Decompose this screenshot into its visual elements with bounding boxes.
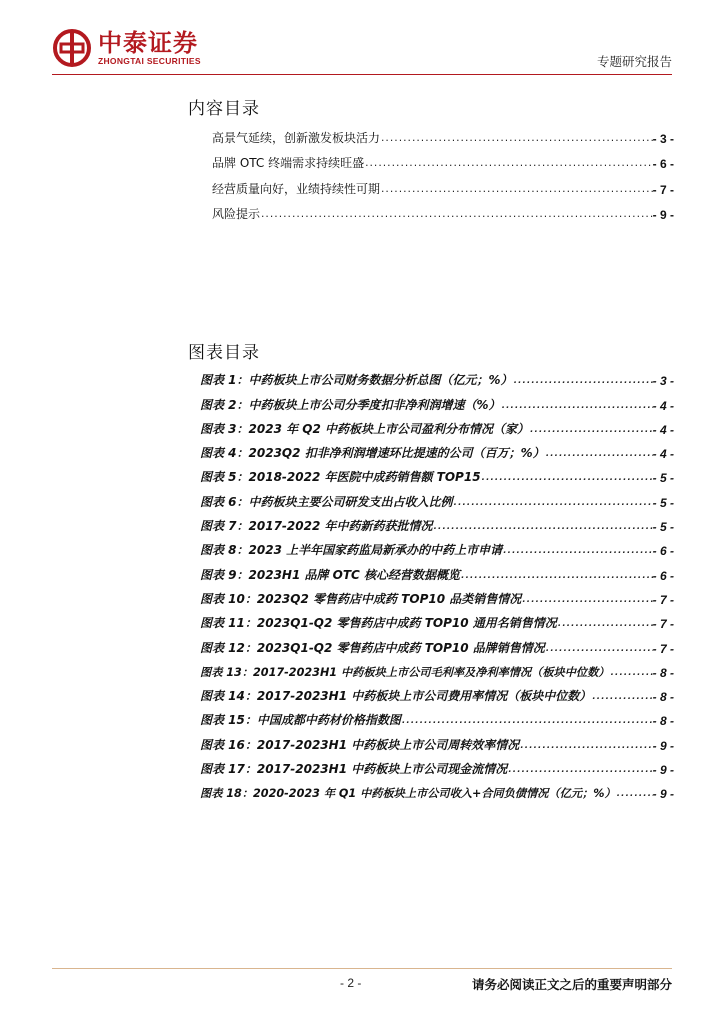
- figure-toc-page: - 7 -: [652, 617, 674, 632]
- toc-item-title: 高景气延续，创新激发板块活力: [212, 130, 381, 145]
- figures-list: [200, 364, 674, 801]
- page-number: - 2 -: [340, 976, 362, 990]
- figure-toc-title: 图表 7：2017-2022 年中药新药获批情况: [200, 519, 433, 534]
- contents-list: [212, 120, 674, 222]
- figure-toc-title: 图表 14：2017-2023H1 中药板块上市公司费用率情况（板块中位数）: [200, 689, 592, 704]
- zhongtai-logo-icon: [52, 28, 92, 68]
- figure-toc-page: - 4 -: [652, 422, 674, 437]
- figure-toc-page: - 9 -: [652, 787, 674, 802]
- company-logo: [52, 28, 201, 68]
- dot-leader: [432, 520, 652, 534]
- figure-toc-page: - 6 -: [652, 544, 674, 559]
- figure-toc-title: 图表 5：2018-2022 年医院中成药销售额 TOP15: [200, 470, 481, 485]
- figure-toc-title: 图表 16：2017-2023H1 中药板块上市公司周转效率情况: [200, 737, 520, 752]
- dot-leader: [481, 471, 653, 485]
- figure-toc-title: 图表 9：2023H1 品牌 OTC 核心经营数据概览: [200, 567, 461, 582]
- dot-leader: [453, 496, 653, 510]
- dot-leader: [502, 544, 653, 558]
- dot-leader: [529, 423, 653, 437]
- figure-toc-title: 图表 2：中药板块上市公司分季度扣非净利润增速（%）: [200, 397, 501, 412]
- dot-leader: [364, 157, 653, 171]
- figure-toc-item[interactable]: [200, 583, 674, 607]
- dot-leader: [507, 763, 652, 777]
- toc-item-page: - 7 -: [652, 182, 674, 197]
- figure-toc-item[interactable]: [200, 680, 674, 704]
- figure-toc-page: - 5 -: [652, 471, 674, 486]
- figure-toc-item[interactable]: [200, 437, 674, 461]
- toc-item[interactable]: [212, 146, 674, 172]
- figure-toc-page: - 8 -: [652, 690, 674, 705]
- dot-leader: [501, 399, 653, 413]
- figures-title: 图表目录: [188, 343, 260, 363]
- dot-leader: [545, 642, 653, 656]
- figure-toc-item[interactable]: [200, 656, 674, 680]
- figure-toc-item[interactable]: [200, 728, 674, 752]
- toc-item-title: 风险提示: [212, 207, 261, 221]
- toc-item[interactable]: [212, 197, 674, 223]
- dot-leader: [616, 787, 653, 801]
- dot-leader: [521, 593, 652, 607]
- figure-toc-title: 图表 18：2020-2023 年 Q1 中药板块上市公司收入+合同负债情况（亿元；%）: [200, 787, 616, 801]
- figure-toc-item[interactable]: [200, 753, 674, 777]
- figure-toc-page: - 8 -: [652, 665, 674, 680]
- dot-leader: [401, 714, 653, 728]
- figure-toc-page: - 5 -: [652, 495, 674, 510]
- figure-toc-item[interactable]: [200, 558, 674, 582]
- footer-divider: [52, 968, 672, 969]
- figure-toc-page: - 9 -: [652, 738, 674, 753]
- figure-toc-page: - 9 -: [652, 763, 674, 778]
- toc-item-page: - 9 -: [652, 208, 674, 222]
- figure-toc-page: - 5 -: [652, 520, 674, 535]
- dot-leader: [610, 666, 653, 680]
- figure-toc-page: - 8 -: [652, 714, 674, 729]
- figure-toc-title: 图表 11：2023Q1-Q2 零售药店中成药 TOP10 通用名销售情况: [200, 616, 557, 631]
- figure-toc-title: 图表 17：2017-2023H1 中药板块上市公司现金流情况: [200, 762, 508, 777]
- page-header: [0, 0, 724, 80]
- report-type: 专题研究报告: [596, 54, 672, 69]
- dot-leader: [513, 374, 653, 388]
- figure-toc-item[interactable]: [200, 704, 674, 728]
- dot-leader: [380, 183, 653, 197]
- figure-toc-item[interactable]: [200, 388, 674, 412]
- figure-toc-title: 图表 4：2023Q2 扣非净利润增速环比提速的公司（百万；%）: [200, 446, 545, 461]
- dot-leader: [591, 690, 652, 704]
- figure-toc-title: 图表 8：2023 上半年国家药监局新承办的中药上市申请: [200, 543, 503, 558]
- toc-item[interactable]: [212, 120, 674, 146]
- toc-item-page: - 6 -: [652, 157, 674, 171]
- footer-disclaimer: 请务必阅读正文之后的重要声明部分: [471, 977, 672, 992]
- dot-leader: [460, 569, 653, 583]
- figure-toc-title: 图表 1：中药板块上市公司财务数据分析总图（亿元；%）: [200, 373, 513, 388]
- brand-name-cn: 中泰证券: [98, 29, 198, 57]
- toc-item-page: - 3 -: [652, 131, 674, 146]
- toc-item-title: 经营质量向好，业绩持续性可期: [212, 181, 381, 196]
- figure-toc-item[interactable]: [200, 510, 674, 534]
- figure-toc-page: - 6 -: [652, 568, 674, 583]
- figure-toc-item[interactable]: [200, 607, 674, 631]
- figure-toc-page: - 3 -: [652, 374, 674, 389]
- figure-toc-page: - 7 -: [652, 592, 674, 607]
- toc-item[interactable]: [212, 171, 674, 197]
- figure-toc-item[interactable]: [200, 534, 674, 558]
- toc-item-title: 品牌 OTC 终端需求持续旺盛: [212, 156, 365, 170]
- figure-toc-title: 图表 15：中国成都中药材价格指数图: [200, 713, 401, 728]
- figure-toc-title: 图表 6：中药板块主要公司研发支出占收入比例: [200, 494, 453, 509]
- figure-toc-title: 图表 3：2023 年 Q2 中药板块上市公司盈利分布情况（家）: [200, 421, 530, 436]
- dot-leader: [380, 132, 653, 146]
- figure-toc-item[interactable]: [200, 364, 674, 388]
- figure-toc-item[interactable]: [200, 461, 674, 485]
- figure-toc-item[interactable]: [200, 631, 674, 655]
- dot-leader: [545, 447, 653, 461]
- header-divider: [52, 74, 672, 75]
- figure-toc-title: 图表 12：2023Q1-Q2 零售药店中成药 TOP10 品牌销售情况: [200, 640, 545, 655]
- figure-toc-item[interactable]: [200, 485, 674, 509]
- figure-toc-page: - 7 -: [652, 641, 674, 656]
- contents-title: 内容目录: [188, 99, 260, 119]
- dot-leader: [519, 739, 652, 753]
- dot-leader: [260, 208, 653, 222]
- figure-toc-item[interactable]: [200, 413, 674, 437]
- figure-toc-page: - 4 -: [652, 447, 674, 462]
- figure-toc-title: 图表 10：2023Q2 零售药店中成药 TOP10 品类销售情况: [200, 591, 522, 606]
- figure-toc-item[interactable]: [200, 777, 674, 801]
- figure-toc-title: 图表 13：2017-2023H1 中药板块上市公司毛利率及净利率情况（板块中位数）: [200, 665, 610, 679]
- dot-leader: [557, 617, 653, 631]
- brand-name-en: ZHONGTAI SECURITIES: [98, 56, 201, 66]
- figure-toc-page: - 4 -: [652, 398, 674, 413]
